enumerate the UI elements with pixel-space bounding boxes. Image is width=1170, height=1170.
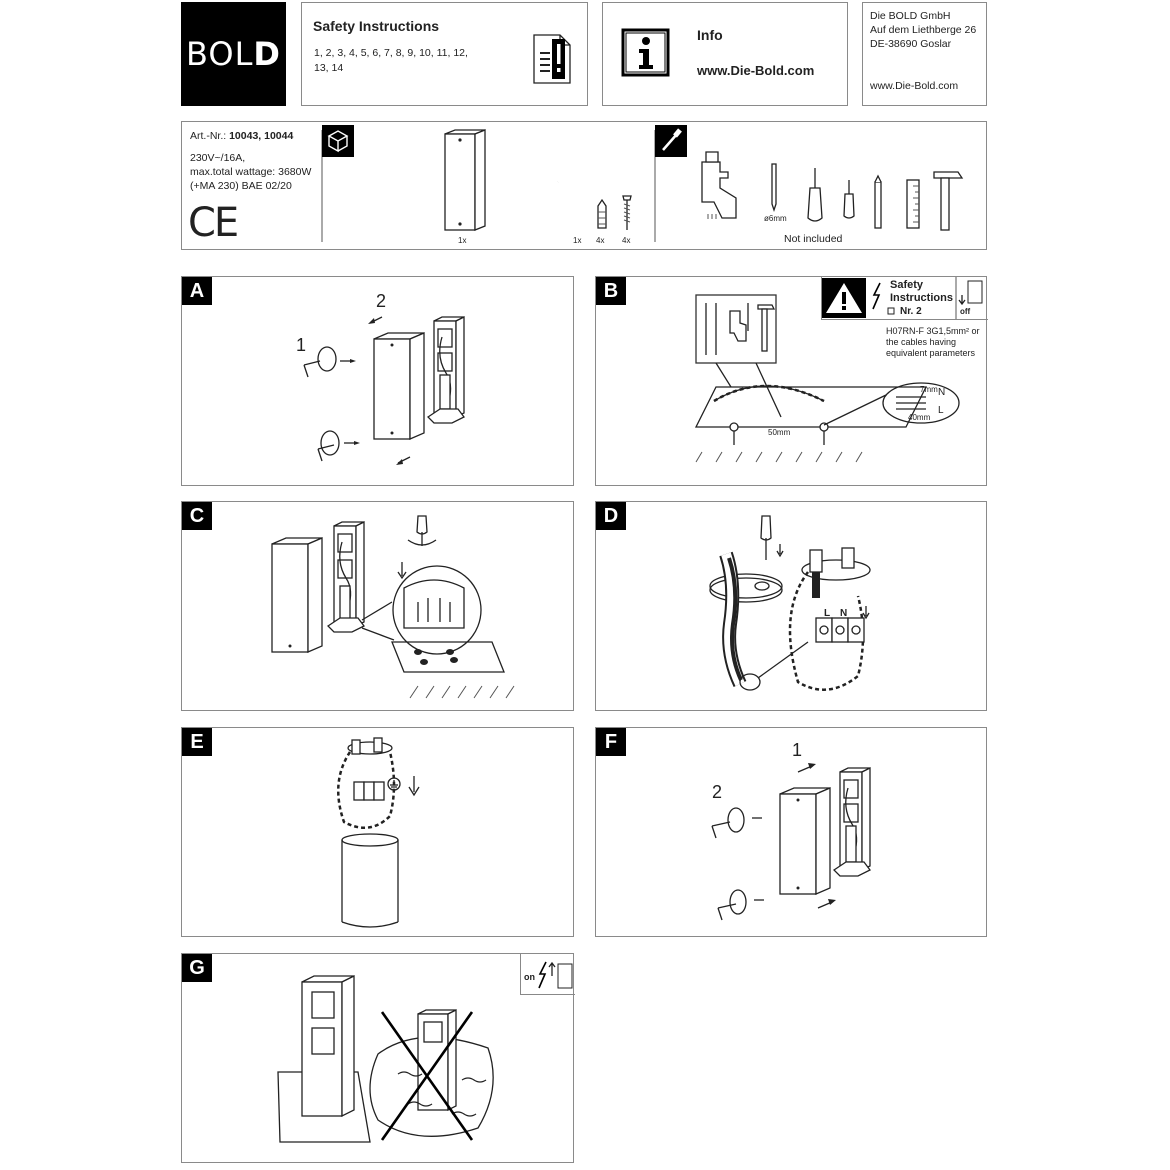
step-b-cable-spec	[886, 326, 980, 359]
info-url[interactable]: www.Die-Bold.com	[697, 63, 815, 78]
step-g-panel	[181, 953, 574, 1163]
cable-line3: equivalent parameters	[886, 348, 976, 358]
qty-screw: 4x	[622, 236, 631, 245]
step-b-letter: B	[596, 277, 626, 305]
safety-title: Safety Instructions	[313, 18, 440, 34]
step-b-dim-40: 40mm	[908, 413, 931, 422]
bold-logo	[181, 2, 286, 106]
qty-key: 1x	[573, 236, 582, 245]
step-e-drawing	[182, 728, 575, 938]
qty-dowel: 4x	[596, 236, 605, 245]
cable-line2: the cables having	[886, 337, 957, 347]
step-b-panel	[595, 276, 987, 486]
drill-size: ø6mm	[764, 214, 787, 223]
step-b-dim-50: 50mm	[768, 428, 791, 437]
info-box	[602, 2, 848, 106]
logo-text-bold: D	[253, 35, 281, 73]
step-b-term-l: L	[938, 405, 944, 416]
step-f-panel	[595, 727, 987, 937]
spec-line3: (+MA 230) BAE 02/20	[190, 180, 292, 192]
voltage-icon	[539, 962, 546, 988]
qty-post: 1x	[458, 236, 467, 245]
safety-numbers-line1: 1, 2, 3, 4, 5, 6, 7, 8, 9, 10, 11, 12,	[314, 47, 468, 59]
step-a-panel	[181, 276, 574, 486]
company-url[interactable]: www.Die-Bold.com	[870, 80, 959, 92]
step-b-dim-7: 7mm	[920, 385, 938, 394]
logo-text-light: BOL	[186, 35, 254, 73]
step-d-letter: D	[596, 502, 626, 530]
step-b-safety-nr: Nr. 2	[900, 306, 922, 317]
company-box	[862, 2, 987, 106]
step-g-letter: G	[182, 954, 212, 982]
company-name: Die BOLD GmbH	[870, 10, 951, 22]
step-f-letter: F	[596, 728, 626, 756]
safety-instructions-box	[301, 2, 588, 106]
drill-drawing	[702, 162, 736, 218]
step-d-term-n: N	[840, 608, 848, 619]
step-f-label-2: 2	[712, 782, 723, 802]
step-d-drawing	[596, 502, 988, 712]
step-d-panel	[595, 501, 987, 711]
spec-line2: max.total wattage: 3680W	[190, 166, 312, 178]
info-title: Info	[697, 27, 723, 43]
cable-line1: H07RN-F 3G1,5mm² or	[886, 326, 980, 336]
post-drawing	[445, 134, 475, 230]
step-b-term-n: N	[938, 387, 946, 398]
ce-mark: CE	[188, 200, 238, 246]
art-label: Art.-Nr.:	[190, 130, 227, 142]
document-warning-icon	[302, 3, 589, 107]
step-b-drawing	[596, 277, 988, 487]
product-contents-box	[181, 121, 987, 250]
voltage-icon	[873, 283, 880, 309]
step-a-label-2: 2	[376, 291, 387, 311]
step-a-label-1: 1	[296, 335, 307, 355]
info-icon	[603, 3, 849, 107]
company-street: Auf dem Liethberge 26	[870, 24, 977, 36]
step-g-drawing	[182, 954, 575, 1164]
step-e-letter: E	[182, 728, 212, 756]
step-f-label-1: 1	[792, 740, 803, 760]
safety-numbers-line2: 13, 14	[314, 62, 344, 74]
step-c-letter: C	[182, 502, 212, 530]
step-b-safety-title2: Instructions	[890, 292, 953, 304]
step-c-panel	[181, 501, 574, 711]
art-numbers: 10043, 10044	[229, 130, 294, 142]
step-d-term-l: L	[824, 608, 831, 619]
step-b-safety-title: Safety	[890, 279, 924, 291]
step-a-letter: A	[182, 277, 212, 305]
step-e-panel	[181, 727, 574, 937]
step-b-off-label: off	[960, 307, 971, 316]
not-included-label: Not included	[784, 233, 843, 245]
contents-drawings	[182, 122, 988, 251]
spec-line1: 230V~/16A,	[190, 152, 246, 164]
step-c-drawing	[182, 502, 575, 712]
company-city: DE-38690 Goslar	[870, 38, 952, 50]
step-g-on-label: on	[524, 972, 535, 982]
